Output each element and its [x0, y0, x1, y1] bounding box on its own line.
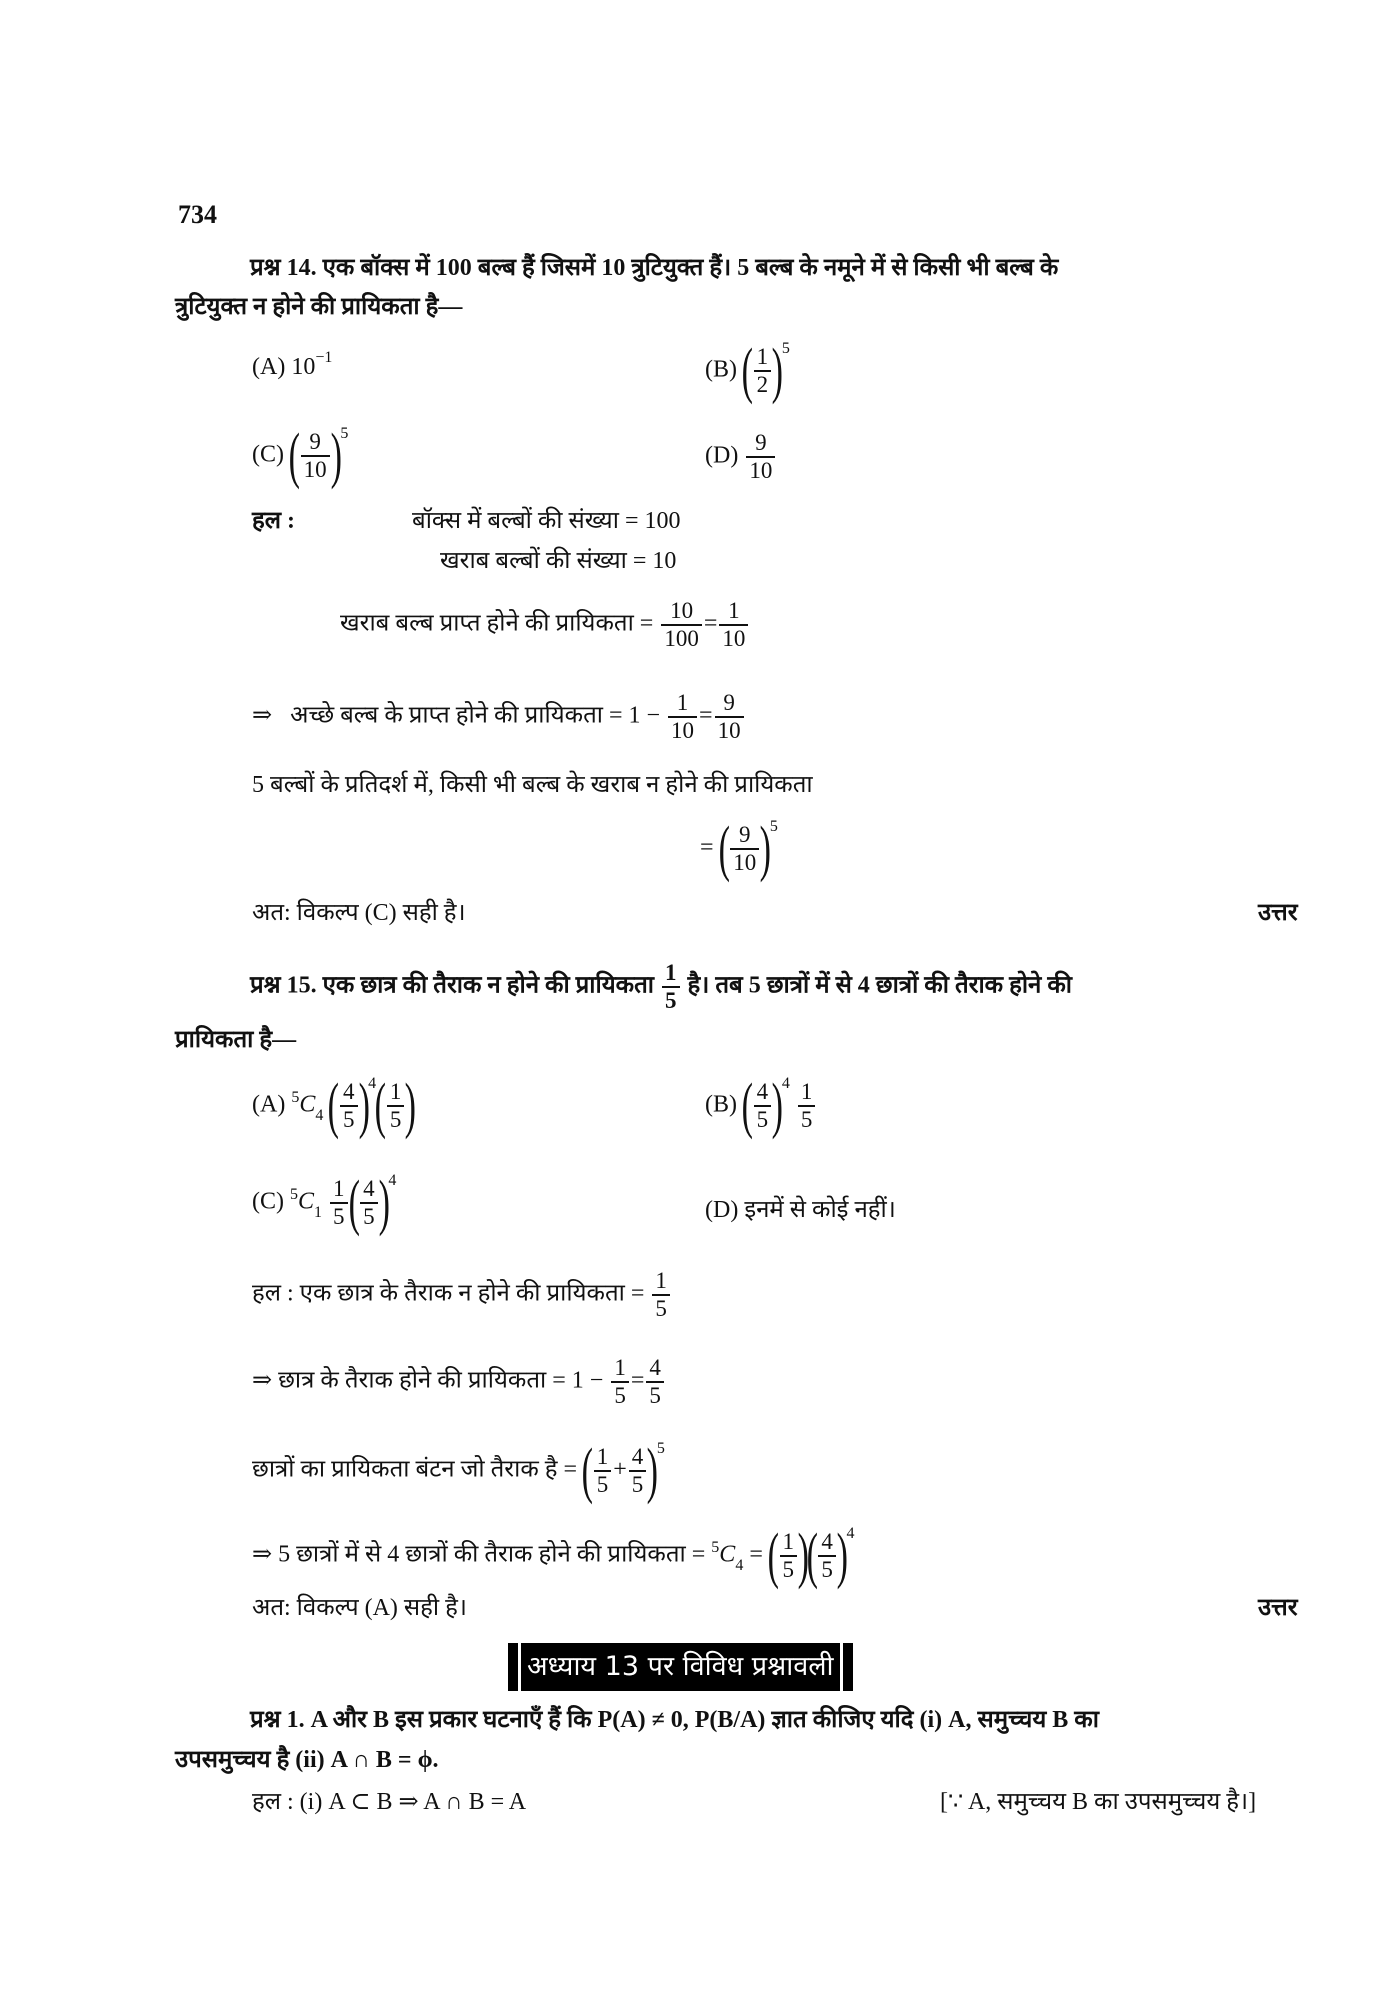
- q14-option-a: [252, 349, 333, 385]
- q14-solution-line-1: बॉक्स में बल्बों की संख्या = 100: [412, 508, 681, 534]
- section-heading-title: अध्याय 13 पर विविध प्रश्नावली: [521, 1643, 840, 1691]
- q15-conclusion: अत: विकल्प (A) सही है।: [252, 1595, 467, 1621]
- question-15-line-1: प्रश्न 15. एक छात्र की तैराक न होने की प्रायिकता $\frac{1}{5}$ है। तब 5 छात्रों में से 4 छात्रों की तैराक होने की: [250, 960, 1073, 1013]
- misc-q1-solution-line: हल : (i) A ⊂ B ⇒ A ∩ B = A: [252, 1789, 527, 1815]
- q15-solution-line-1: हल : एक छात्र के तैराक न होने की प्रायिकता = $\frac{1}{5}$: [252, 1268, 672, 1322]
- q14-solution-label: हल :: [252, 508, 296, 534]
- q15-option-d: (D) इनमें से कोई नहीं।: [705, 1197, 896, 1223]
- q15-answer-tag: उत्तर: [1258, 1595, 1298, 1621]
- left-paren-icon: (: [741, 337, 754, 405]
- misc-q1-reason: [∵ A, समुच्चय B का उपसमुच्चय है।]: [940, 1789, 1257, 1815]
- q15-solution-line-3: छात्रों का प्रायिकता बंटन जो तैराक है = ( $\frac{1}{5}$ + $\frac{4}{5}$ )$^5$: [252, 1437, 665, 1505]
- page-number: 734: [178, 200, 217, 229]
- option-exponent: 5: [781, 339, 790, 357]
- q15-solution-line-2: ⇒ छात्र के तैराक होने की प्रायिकता = 1 − $\frac{1}{5}$ = $\frac{4}{5}$: [252, 1355, 666, 1409]
- q14-answer-tag: उत्तर: [1258, 900, 1298, 926]
- misc-question-1-line-1: प्रश्न 1. A और B इस प्रकार घटनाएँ हैं कि P(A) ≠ 0, P(B/A) ज्ञात कीजिए यदि (i) A, समुच्चय B का: [250, 1707, 1099, 1733]
- option-label: (B): [705, 356, 737, 383]
- question-15-line-2: प्रायिकता है—: [175, 1027, 297, 1053]
- option-exponent: 5: [340, 424, 349, 442]
- option-exponent: −1: [315, 349, 333, 366]
- q14-solution-line-2: खराब बल्बों की संख्या = 10: [440, 548, 677, 574]
- q14-conclusion: अत: विकल्प (C) सही है।: [252, 900, 466, 926]
- q14-solution-line-4: ⇒ अच्छे बल्ब के प्राप्त होने की प्रायिकता = 1 − $\frac{1}{10}$ = $\frac{9}{10}$: [252, 690, 746, 744]
- option-base: 10: [291, 354, 316, 380]
- implies-icon: ⇒: [252, 702, 273, 729]
- q14-solution-line-3: खराब बल्ब प्राप्त होने की प्रायिकता = $\frac{10}{100}$ = $\frac{1}{10}$: [340, 598, 750, 652]
- q14-option-d: [705, 430, 777, 484]
- fraction: $\frac{9}{10}$: [746, 430, 775, 484]
- right-paren-icon: ): [771, 337, 784, 405]
- question-14-line-1: [250, 253, 1058, 283]
- heading-left-bar: [508, 1643, 518, 1691]
- question-14-label: प्रश्न 14.: [250, 255, 317, 281]
- fraction: $\frac{9}{10}$: [301, 429, 330, 483]
- section-heading: [508, 1643, 853, 1691]
- question-14-line-2: त्रुटियुक्त न होने की प्रायिकता है—: [175, 294, 463, 320]
- q14-option-b: [705, 337, 790, 405]
- question-14-text: एक बॉक्स में 100 बल्ब हैं जिसमें 10 त्रुटियुक्त हैं। 5 बल्ब के नमूने में से किसी भी बल्ब के: [322, 255, 1059, 281]
- q15-option-c: (C) $^5C_1$ $\frac{1}{5}$ ( $\frac{4}{5}$ )$^4$: [252, 1169, 397, 1237]
- left-paren-icon: (: [288, 422, 301, 490]
- q15-option-b: (B) ( $\frac{4}{5}$ )$^4$ $\frac{1}{5}$: [705, 1075, 817, 1137]
- q15-option-a: (A) $^5C_4$ ( $\frac{4}{5}$ )$^4$( $\frac{1}{5}$ ): [252, 1072, 417, 1140]
- q14-solution-line-5: 5 बल्बों के प्रतिदर्श में, किसी भी बल्ब के खराब न होने की प्रायिकता: [252, 772, 813, 798]
- right-paren-icon: ): [330, 422, 342, 490]
- heading-right-bar: [843, 1643, 853, 1691]
- fraction: $\frac{1}{2}$: [754, 344, 772, 398]
- q14-solution-line-6: = ( $\frac{9}{10}$ )$^5$: [700, 815, 778, 883]
- option-label: (D): [705, 442, 739, 469]
- q15-solution-line-4: ⇒ 5 छात्रों में से 4 छात्रों की तैराक होने की प्रायिकता = $^5C_4$ = ( $\frac{1}{5}$ )( $\frac{4}{5}$ )$^4$: [252, 1522, 855, 1590]
- option-label: (C): [252, 441, 284, 468]
- option-label: (A): [252, 354, 286, 380]
- q14-option-c: [252, 422, 349, 490]
- misc-question-1-line-2: उपसमुच्चय है (ii) A ∩ B = ϕ.: [175, 1747, 439, 1773]
